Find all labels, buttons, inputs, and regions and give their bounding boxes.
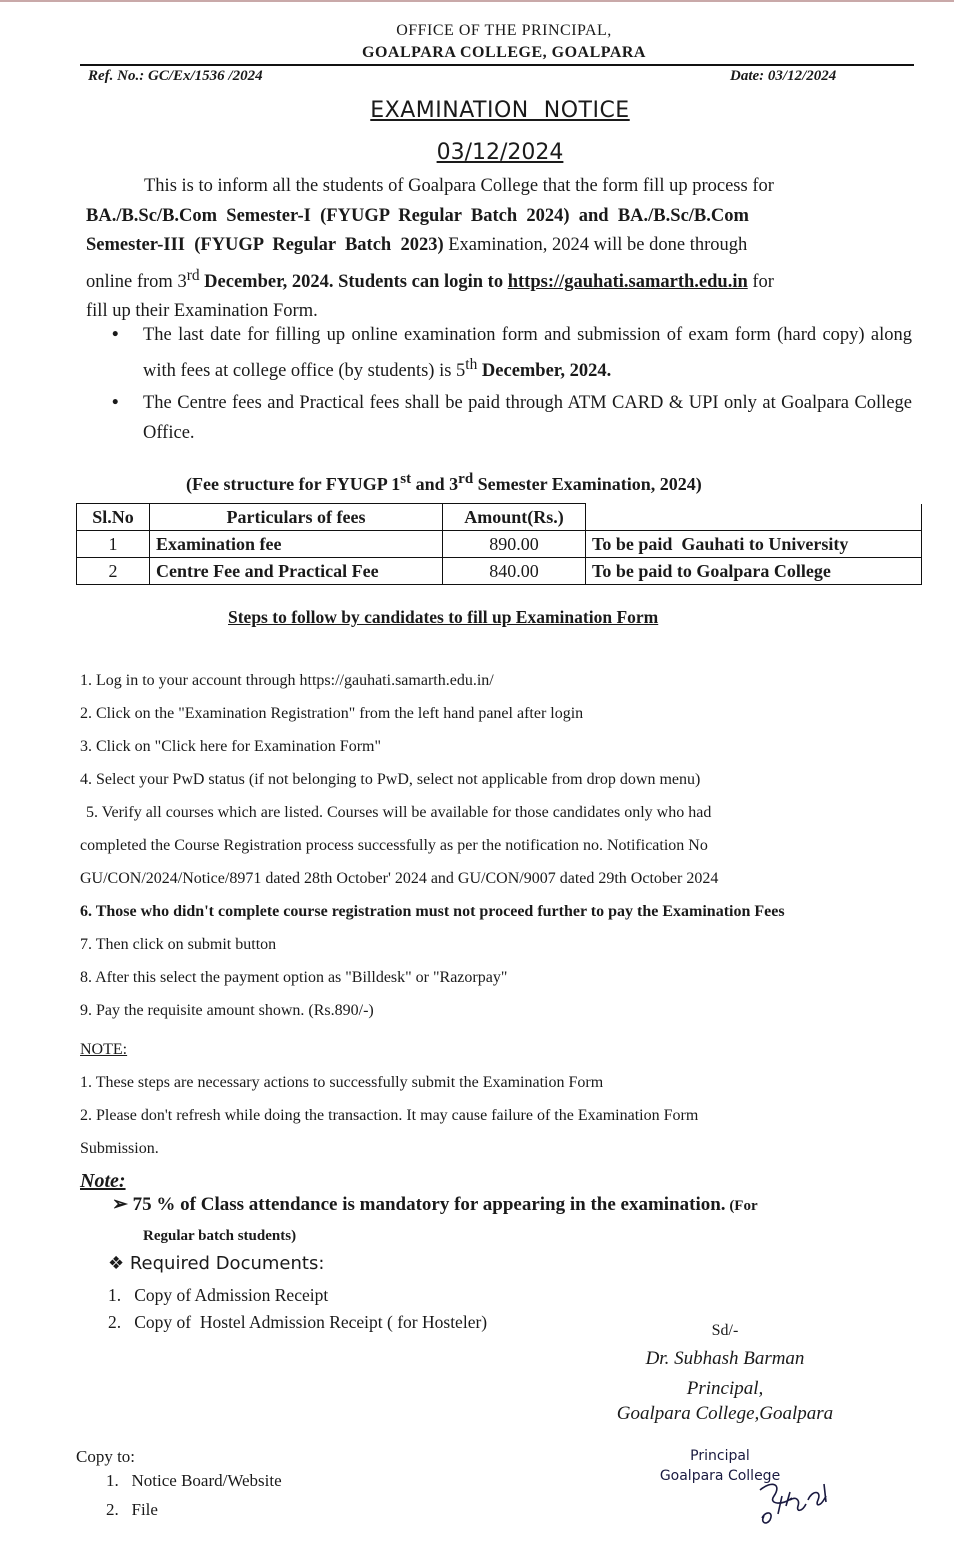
table-row [77,558,922,585]
table-row [77,531,922,558]
copy-to-label: Copy to: [76,1447,136,1466]
intro-line-3-bold: Semester-III (FYUGP Regular Batch 2023) [86,235,444,255]
intro-line-3-rest: Examination, 2024 will be done through [443,235,748,255]
intro-line-4-end: for [747,271,774,292]
attendance-small: (For [725,1198,758,1214]
bullet-item-payment [112,388,912,448]
top-border [0,0,954,2]
attendance-text: 75 % of Class attendance is mandatory for appearing in the examination. [127,1194,726,1215]
copy-to-item: 1. Notice Board/Website [106,1471,282,1490]
intro-line-2: BA./B.Sc/B.Com Semester-I (FYUGP Regular Batch 2024) and BA./B.Sc/B.Com [86,205,749,226]
bullet-list [112,320,912,450]
row-slno: 2 [77,558,150,585]
handwritten-signature-date [752,1470,842,1530]
samarth-link[interactable]: https://gauhati.samarth.edu.in [507,271,748,292]
fee-table [76,503,922,585]
steps-note-item: Submission. [80,1140,159,1157]
step-item: 5. Verify all courses which are listed. Courses will be available for those candidates only who had [86,804,712,821]
steps-note-item: 2. Please don't refresh while doing the transaction. It may cause failure of the Examination Form [80,1107,699,1124]
row-amount: 890.00 [443,531,586,558]
step-item: 7. Then click on submit button [80,936,277,953]
arrow-icon: ➢ [112,1194,128,1215]
row-slno: 1 [77,531,150,558]
row-payee: To be paid to Goalpara College [586,558,922,585]
copy-to-item: 2. File [106,1500,158,1519]
step-item-warning: 6. Those who didn't complete course registration must not proceed further to pay the Examination Fees [80,903,785,920]
header-amount: Amount(Rs.) [443,504,586,531]
header-payee [586,504,922,531]
notice-date: Date: 03/12/2024 [730,68,837,84]
signatory-name: Dr. Subhash Barman [645,1348,805,1369]
step-item: 8. After this select the payment option as "Billdesk" or "Razorpay" [80,969,508,986]
step-item: 1. Log in to your account through https://gauhati.samarth.edu.in/ [80,672,494,689]
steps-note [80,1033,698,1165]
step-item: 9. Pay the requisite amount shown. (Rs.890/-) [80,1002,374,1019]
attendance-note [112,1193,758,1216]
required-documents-label: Required Documents: [124,1253,325,1274]
fee-title-part-a: (Fee structure for FYUGP 1 [186,474,401,494]
bullet-2-text: The Centre fees and Practical fees shall be paid through ATM CARD & UPI only at Goalpara College Office. [143,393,912,444]
header-slno: Sl.No [77,504,150,531]
document-item: 2. Copy of Hostel Admission Receipt ( for Hosteler) [108,1312,488,1332]
bullet-1-bold: December, 2024. [477,361,612,382]
steps-list [80,664,925,1027]
fee-structure-title [186,471,702,495]
copy-to-list [106,1466,282,1524]
step-item: 4. Select your PwD status (if not belonging to PwD, select not applicable from drop down menu) [80,771,701,788]
college-line: GOALPARA COLLEGE, GOALPARA [362,44,646,61]
fee-table-header-row [77,504,922,531]
stamp-line-1: Principal [690,1448,750,1464]
fee-title-sup-st: st [400,471,412,487]
header-particulars: Particulars of fees [150,504,443,531]
signatory-college: Goalpara College,Goalpara [616,1403,834,1424]
signature-sd: Sd/- [711,1322,739,1339]
required-documents-heading [108,1253,324,1274]
intro-line-5: fill up their Examination Form. [86,301,318,322]
fee-title-sup-rd: rd [458,471,474,487]
required-documents-list [108,1282,487,1336]
attendance-note-line2: Regular batch students) [143,1228,297,1244]
row-particulars: Examination fee [150,531,443,558]
step-item: 3. Click on "Click here for Examination Form" [80,738,382,755]
bullet-dot-icon: • [112,393,119,414]
steps-heading: Steps to follow by candidates to fill up Examination Form [228,607,659,627]
steps-note-label: NOTE: [80,1041,128,1058]
fee-title-part-c: Semester Examination, 2024) [473,474,702,494]
row-particulars: Centre Fee and Practical Fee [150,558,443,585]
step-item: 2. Click on the "Examination Registration" from the left hand panel after login [80,705,584,722]
step-item-continued: completed the Course Registration process successfully as per the notification no. Notification No [80,837,708,854]
office-line: OFFICE OF THE PRINCIPAL, [396,22,612,39]
fee-title-part-b: and 3 [411,474,459,494]
bullet-1-sup: th [465,356,478,373]
main-note-label: Note: [80,1170,126,1192]
header-rule [80,64,914,66]
steps-note-item: 1. These steps are necessary actions to successfully submit the Examination Form [80,1074,604,1091]
row-payee: To be paid Gauhati to University [586,531,922,558]
step-item-continued: GU/CON/2024/Notice/8971 dated 28th October' 2024 and GU/CON/9007 dated 29th October 2024 [80,870,719,887]
intro-line-4a: online from 3 [86,271,187,292]
signatory-designation: Principal, [686,1378,764,1399]
stamp-line-2: Goalpara College [659,1468,781,1484]
document-item: 1. Copy of Admission Receipt [108,1285,329,1305]
intro-line-1: This is to inform all the students of Goalpara College that the form fill up process for [144,176,774,196]
intro-line-4-bold: December, 2024. Students can login to [199,271,508,292]
bullet-1-text: The last date for filling up online examination form and submission of exam form (hard copy) along with fees at college office (by students) is 5 [143,325,912,382]
intro-paragraph [86,172,914,327]
intro-sup-rd: rd [186,266,200,284]
diamond-bullet-icon: ❖ [108,1253,125,1274]
bullet-dot-icon: • [112,325,119,345]
notice-title-date: 03/12/2024 [436,140,564,165]
row-amount: 840.00 [443,558,586,585]
bullet-item-last-date [112,320,912,386]
notice-title: EXAMINATION NOTICE [370,98,630,123]
reference-number: Ref. No.: GC/Ex/1536 /2024 [88,68,263,84]
